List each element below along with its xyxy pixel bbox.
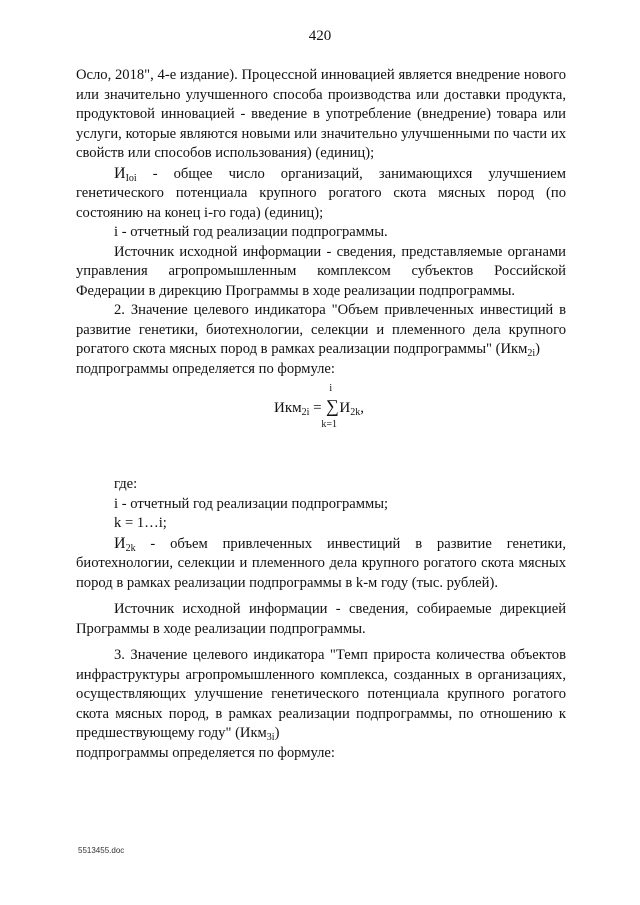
formula-expression bbox=[274, 383, 364, 430]
indicator-3-tail: подпрограммы определяется по формуле: bbox=[76, 744, 335, 761]
definition-I-oi bbox=[76, 164, 566, 224]
indicator-2-text: 2. Значение целевого индикатора "Объем привлеченных инвестиций в развитие генетики, биотехнологии, селекции и племенного дела крупного рогатого скота мясных пород в рамках реализации подпрограммы" (Икм bbox=[76, 302, 566, 357]
spacer bbox=[76, 639, 566, 646]
sigma-glyph: ∑ bbox=[325, 396, 339, 416]
spacer bbox=[76, 593, 566, 600]
page-number: 420 bbox=[308, 28, 332, 44]
definition-k-range: k = 1…i; bbox=[114, 515, 167, 531]
paragraph-indicator-3 bbox=[76, 646, 566, 763]
symbol-I: И bbox=[114, 164, 126, 182]
where-label: где: bbox=[114, 476, 138, 492]
formula-term-subscript: 2k bbox=[350, 407, 361, 418]
definition-I-2k bbox=[76, 534, 566, 594]
formula-end: , bbox=[360, 400, 364, 416]
indicator-3-close: ) bbox=[274, 725, 280, 741]
summation-symbol bbox=[321, 383, 339, 430]
summation-lower-limit: k=1 bbox=[321, 419, 338, 430]
definition-I-2k-text: - объем привлеченных инвестиций в развитие генетики, биотехнологии, селекции и племенного дела крупного рогатого скота мясных пород в рамках реализации подпрограммы в k-м году (тыс. рублей). bbox=[76, 535, 566, 591]
formula-term: И bbox=[339, 400, 351, 416]
indicator-3-text: 3. Значение целевого индикатора "Темп прироста количества объектов инфраструктуры агропромышленного комплекса, созданных в организациях, осуществляющих улучшение генетического потенциала крупного рогатого скота мясных пород, в рамках реализации подпрограммы, по отношению к предшествующему году" (Икм bbox=[76, 647, 566, 741]
source-info-2: Источник исходной информации - сведения, собираемые дирекцией Программы в ходе реализации подпрограммы. bbox=[76, 601, 566, 637]
definition-i-reporting-year-2: i - отчетный год реализации подпрограммы; bbox=[114, 495, 389, 512]
indicator-2-close: ) bbox=[535, 341, 541, 357]
definition-i-reporting-year: i - отчетный год реализации подпрограммы. bbox=[114, 224, 388, 240]
symbol-I-subscript: Ioi bbox=[125, 172, 137, 184]
formula-lhs-subscript: 2i bbox=[301, 407, 310, 418]
paragraph-indicator-2 bbox=[76, 301, 566, 379]
document-filename: 5513455.doc bbox=[78, 846, 125, 855]
indicator-2-subscript: 2i bbox=[527, 348, 536, 359]
source-info-1: Источник исходной информации - сведения, представляемые органами управления агропромышленным комплексом субъектов Российской Федерации в дирекцию Программы в ходе реализации подпрограммы. bbox=[76, 243, 566, 299]
indicator-3-subscript: 3i bbox=[266, 732, 275, 743]
indicator-2-tail: подпрограммы определяется по формуле: bbox=[76, 360, 335, 377]
formula-lhs: Икм bbox=[274, 400, 302, 416]
paragraph-innovation-definition: Осло, 2018", 4-е издание). Процессной инновацией является внедрение нового или значительно улучшенного способа производства или доставки продукта, продуктовой инновацией - введение в употребление (внедрение) товара или услуги, которые являются новыми или значительно улучшенными по части их свойств или способов использования) (единиц); bbox=[76, 67, 566, 161]
symbol-I-2k: И bbox=[114, 534, 126, 552]
formula-ikm2i bbox=[76, 383, 566, 467]
symbol-I-2k-subscript: 2k bbox=[125, 542, 136, 554]
summation-upper-limit: i bbox=[329, 383, 333, 394]
document-body bbox=[76, 66, 566, 763]
formula-equals: = bbox=[309, 400, 326, 416]
definition-I-oi-text: - общее число организаций, занимающихся улучшением генетического потенциала крупного рогатого скота мясных пород (по состоянию на конец i-го года) (единиц); bbox=[76, 165, 566, 221]
